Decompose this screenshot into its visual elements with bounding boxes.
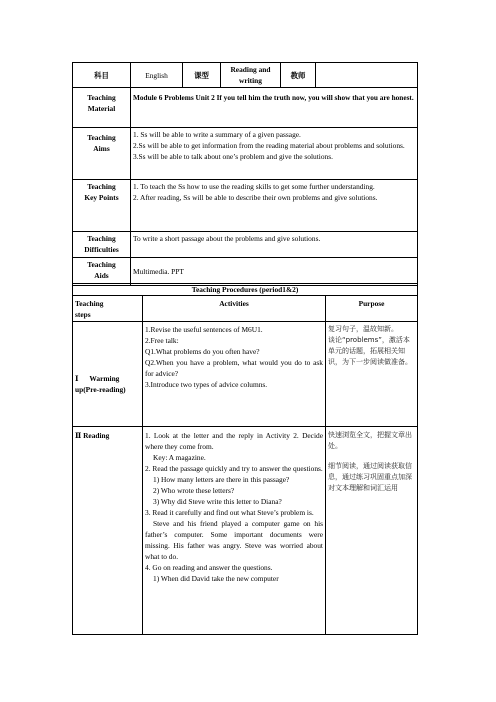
aids-value: Multimedia. PPT [131,258,418,286]
lesson-type-line2: writing [239,76,262,85]
warmup-activities [143,322,326,427]
purpose-item: 谈论“problems”，激活本单元的话题，拓展相关知识，为下一步阅读做准备。 [328,336,412,366]
material-value: Module 6 Problems Unit 2 If you tell him the truth now, you will show that you are honest. [131,88,418,128]
key-point-item: 1. To teach the Ss how to use the reading skills to get some further understanding. [133,182,375,191]
key-point-item: 2. After reading, Ss will be able to describe their own problems and give solutions. [133,193,378,202]
teacher-value [316,63,418,88]
warmup-purpose [326,322,418,427]
question-item: 2) Who wrote these letters? [153,486,235,495]
question-item: 1) How many letters are there in this passage? [153,475,290,484]
activity-item: Q2.When you have a problem, what would you do to ask for advice? [145,358,323,378]
procedures-title: Teaching Procedures (period1&2) [73,284,418,296]
purpose-item: 复习句子，温故知新。 [328,325,398,333]
activity-item: 1. Look at the letter and the reply in Activity 2. Decide where they come from. [145,431,323,451]
step-warmup-line1: Ⅰ Warming [75,373,120,383]
activity-item: Q1.What problems do you often have? [145,347,260,356]
purpose-item: 细节阅读，通过阅读获取信息，通过练习巩固重点加深对文本理解和词汇运用 [328,462,412,492]
col-header-activities: Activities [143,296,326,322]
activity-key: Key: A magazine. [153,453,206,462]
col-header-steps: Teaching steps [73,296,143,322]
question-item: 3) Why did Steve write this letter to Diana? [153,497,282,506]
aim-item: 3.Ss will be able to talk about one’s problem and give the solutions. [133,152,333,161]
activity-item: 1.Revise the useful sentences of M6U1. [145,325,263,334]
aims-value [131,128,418,180]
key-points-value [131,180,418,232]
reading-purpose [326,427,418,635]
question-item: 1) When did David take the new computer [153,574,279,583]
step-warmup-line2: up(Pre-reading) [75,384,126,394]
activity-item: 2. Read the passage quickly and try to answer the questions. [145,464,323,473]
step-warmup [73,322,143,427]
purpose-spacer [328,452,415,461]
activity-item: 3.Introduce two types of advice columns. [145,380,268,389]
aim-item: 1. Ss will be able to write a summary of a given passage. [133,130,301,139]
lesson-info-table [72,62,418,286]
activity-item: 3. Read it carefully and find out what Steve’s problem is. [145,508,314,517]
aim-item: 2.Ss will be able to get information from the reading material about problems and solutions. [133,141,405,150]
lesson-type-value [221,63,281,88]
reading-activities [143,427,326,635]
aims-label: Teaching Aims [73,128,131,180]
purpose-item: 快速浏览全文，把握文章出处。 [328,431,412,450]
difficulties-label: Teaching Difficulties [73,232,131,258]
subject-label: 科目 [73,63,131,88]
difficulties-value: To write a short passage about the problems and give solutions. [131,232,418,258]
activity-item: 2.Free talk: [145,336,179,345]
aids-label: Teaching Aids [73,258,131,286]
key-points-label: Teaching Key Points [73,180,131,232]
col-header-purpose: Purpose [326,296,418,322]
lesson-type-line1: Reading and [230,65,271,74]
procedures-table [72,283,418,635]
step-reading: Ⅱ Reading [73,427,143,635]
teacher-label: 教师 [281,63,316,88]
subject-value: English [131,63,183,88]
activity-answer: Steve and his friend played a computer game on his father’s computer. Some important documents were missing. His father was angry. Steve was worried about what to do. [145,519,323,561]
lesson-type-label: 课型 [183,63,221,88]
activity-item: 4. Go on reading and answer the questions. [145,563,273,572]
material-label: Teaching Material [73,88,131,128]
